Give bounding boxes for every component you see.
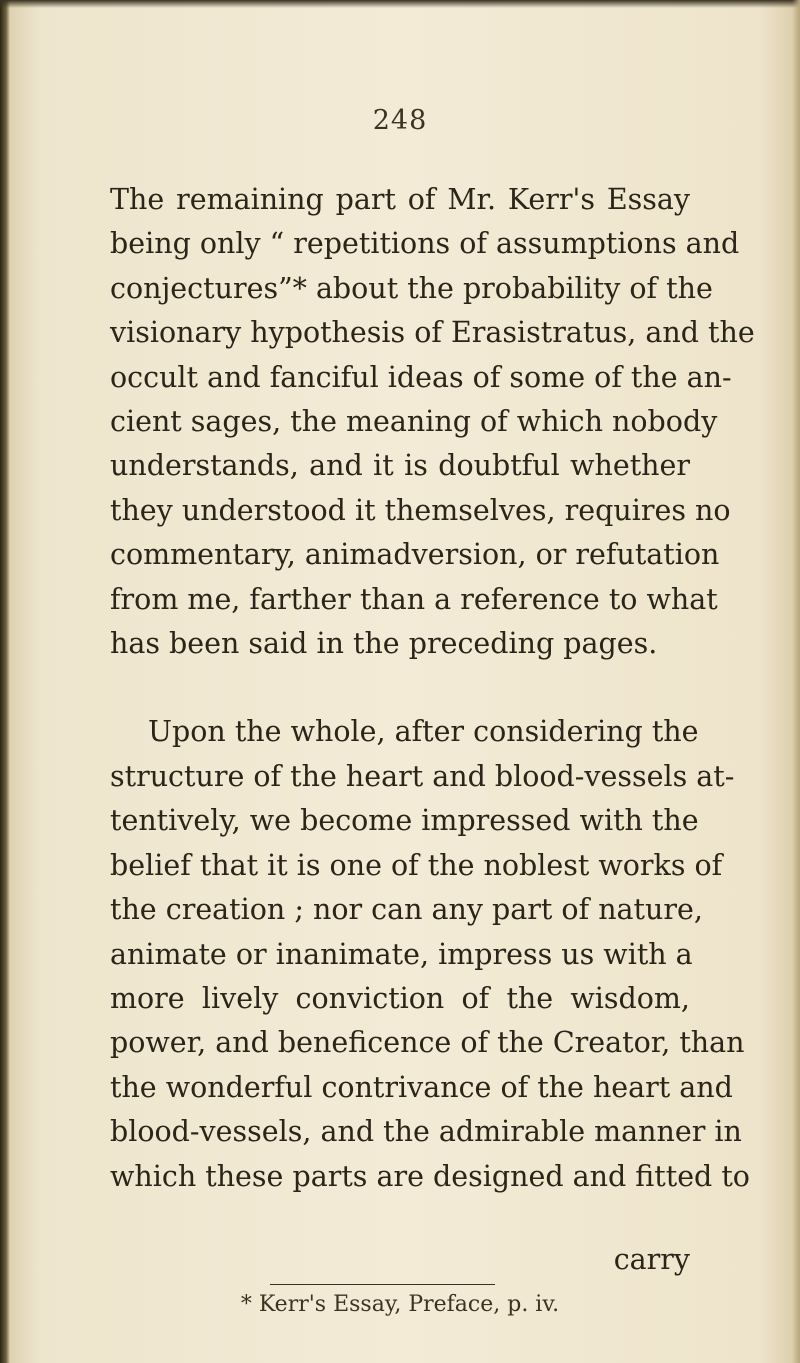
- text-line: they understood it themselves, requires no: [110, 493, 731, 527]
- text-line: commentary, animadversion, or refutation: [110, 538, 720, 572]
- text-line: animate or inanimate, impress us with a: [110, 937, 693, 971]
- text-line: understands, and it is doubtful whether: [110, 449, 690, 483]
- footnote: * Kerr's Essay, Preface, p. iv.: [240, 1292, 560, 1317]
- text-line: belief that it is one of the noblest works of: [110, 848, 723, 882]
- page-top-shadow: [0, 0, 800, 8]
- catchword: carry: [613, 1243, 690, 1276]
- paragraph-1: [110, 178, 755, 666]
- text-line: more lively conviction of the wisdom,: [110, 981, 690, 1015]
- page-right-edge: [792, 0, 800, 1363]
- text-line: power, and beneficence of the Creator, than: [110, 1026, 745, 1060]
- text-line: being only “ repetitions of assumptions and: [110, 227, 740, 261]
- text-line: the wonderful contrivance of the heart and: [110, 1070, 733, 1104]
- text-line: from me, farther than a reference to what: [110, 582, 718, 616]
- text-line: The remaining part of Mr. Kerr's Essay: [110, 183, 690, 216]
- text-line: cient sages, the meaning of which nobody: [110, 405, 718, 439]
- page-number: 248: [372, 105, 428, 136]
- paragraph-gap: [110, 666, 690, 710]
- text-line: Upon the whole, after considering the: [148, 715, 699, 749]
- text-line: which these parts are designed and fitted to: [110, 1159, 750, 1193]
- paragraph-2: [110, 710, 750, 1198]
- text-line: conjectures”* about the probability of the: [110, 271, 713, 305]
- text-line: tentively, we become impressed with the: [110, 804, 699, 838]
- page-binding-shadow: [0, 0, 10, 1363]
- text-line: structure of the heart and blood-vessels at-: [110, 759, 735, 793]
- text-line: has been said in the preceding pages.: [110, 627, 658, 661]
- text-line: visionary hypothesis of Erasistratus, and the: [110, 316, 755, 350]
- footnote-rule: [270, 1284, 495, 1285]
- text-line: the creation ; nor can any part of nature,: [110, 893, 703, 927]
- text-line: blood-vessels, and the admirable manner in: [110, 1115, 742, 1149]
- body-text: [110, 178, 755, 1199]
- text-line: occult and fanciful ideas of some of the an-: [110, 360, 732, 394]
